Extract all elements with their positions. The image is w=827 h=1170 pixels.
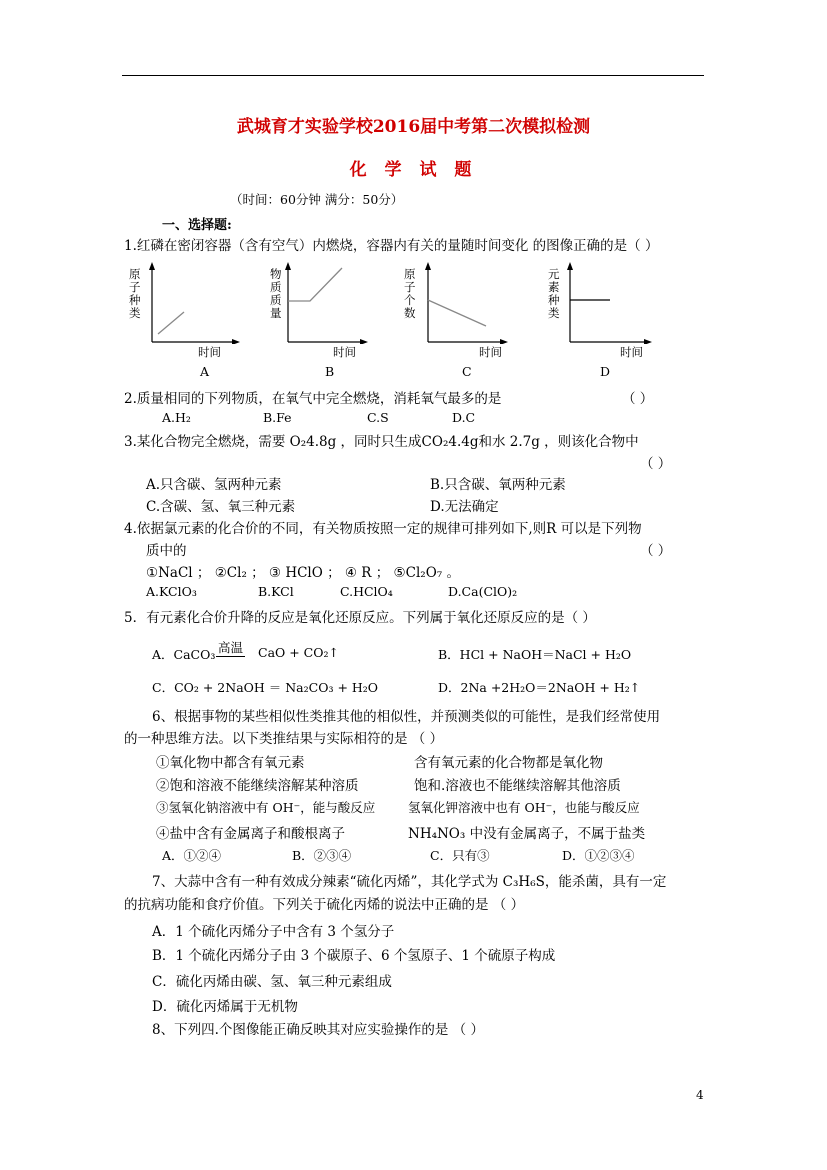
header-rule — [122, 75, 704, 76]
graph-c-ylabel: 原 子 个 数 — [404, 267, 416, 320]
graph-c — [424, 262, 508, 344]
q4-stem-line2: 质中的 — [146, 543, 187, 559]
q5-option-d: D．2Na +2H₂O＝2NaOH + H₂↑ — [438, 680, 641, 695]
graph-b — [284, 262, 368, 344]
q3-option-b: B.只含碳、氧两种元素 — [430, 477, 566, 493]
q6-pair3-premise: ③氢氧化钠溶液中有 OH⁻，能与酸反应 — [156, 800, 376, 815]
graph-d — [566, 262, 652, 344]
page-number: 4 — [696, 1088, 704, 1102]
q6-stem-line2: 的一种思维方法。以下类推结果与实际相符的是 （ ） — [124, 731, 444, 747]
q6-pair3-inference: 氢氧化钾溶液中也有 OH⁻，也能与酸反应 — [408, 800, 640, 815]
q6-option-b: B．②③④ — [292, 848, 352, 863]
q2-option-c: C.S — [367, 410, 389, 425]
q3-bracket: （ ） — [640, 456, 672, 472]
q2-option-a: A.H₂ — [162, 410, 191, 425]
q4-option-c: C.HClO₄ — [340, 584, 393, 599]
q4-series: ①NaCl ； ②Cl₂ ； ③ HClO ； ④ R ； ⑤Cl₂O₇ 。 — [146, 565, 460, 581]
q6-pair1-premise: ①氧化物中都含有氧元素 — [156, 755, 305, 771]
q7-option-b: B．1 个硫化丙烯分子由 3 个碳原子、6 个氢原子、1 个硫原子构成 — [152, 948, 556, 964]
q4-stem-line1: 4.依据氯元素的化合价的不同，有关物质按照一定的规律可排列如下,则R 可以是下列物 — [124, 521, 642, 537]
q2-option-b: B.Fe — [263, 410, 292, 425]
q6-option-c: C．只有③ — [430, 848, 490, 863]
graph-b-line — [288, 268, 342, 301]
q5-option-a-product: CaO + CO₂↑ — [258, 645, 339, 660]
graph-a-line — [158, 312, 184, 334]
graph-a — [148, 262, 240, 344]
q4-option-a: A.KClO₃ — [146, 584, 197, 599]
exam-subject: 化 学 试 题 — [349, 160, 478, 180]
q7-option-d: D．硫化丙烯属于无机物 — [152, 999, 298, 1015]
exam-title: 武城育才实验学校2016届中考第二次模拟检测 — [236, 117, 591, 137]
graph-a-ylabel: 原 子 种 类 — [129, 267, 141, 320]
q6-pair2-inference: 饱和.溶液也不能继续溶解其他溶质 — [414, 778, 621, 794]
q6-option-d: D．①②③④ — [562, 848, 635, 863]
q8-stem: 8、下列四.个图像能正确反映其对应实验操作的是 （ ） — [152, 1022, 484, 1038]
q5-option-a-reactant: A．CaCO₃ — [152, 647, 216, 662]
q6-pair4-premise: ④盐中含有金属离子和酸根离子 — [156, 826, 345, 842]
q6-pair1-inference: 含有氧元素的化合物都是氧化物 — [414, 755, 603, 771]
graph-d-xlabel: 时间 — [620, 345, 643, 359]
q3-option-c: C.含碳、氢、氧三种元素 — [146, 499, 296, 515]
q6-pair4-inference: NH₄NO₃ 中没有金属离子，不属于盐类 — [408, 826, 646, 842]
q1-stem: 1.红磷在密闭容器（含有空气）内燃烧，容器内有关的量随时间变化 的图像正确的是（ ） — [124, 238, 659, 254]
graph-c-line — [428, 300, 486, 326]
q4-option-d: D.Ca(ClO)₂ — [448, 584, 518, 599]
q7-stem-line2: 的抗病功能和食疗价值。下列关于硫化丙烯的说法中正确的是 （ ） — [124, 897, 525, 913]
q6-option-a: A．①②④ — [162, 848, 222, 863]
q4-option-b: B.KCl — [258, 584, 294, 599]
q5-condition: 高温 — [218, 640, 244, 655]
q7-option-c: C．硫化丙烯由碳、氢、氧三种元素组成 — [152, 974, 392, 990]
graph-b-caption: B — [325, 364, 335, 379]
graph-d-ylabel: 元 素 种 类 — [548, 267, 560, 320]
graph-c-caption: C — [462, 364, 472, 379]
graph-a-xlabel: 时间 — [198, 345, 221, 359]
q6-stem-line1: 6、根据事物的某些相似性类推其他的相似性，并预测类似的可能性，是我们经常使用 — [152, 709, 661, 725]
q7-stem-line1: 7、大蒜中含有一种有效成分辣素“硫化丙烯”，其化学式为 C₃H₆S，能杀菌，具有一定 — [152, 874, 667, 890]
q3-option-a: A.只含碳、氢两种元素 — [146, 477, 282, 493]
q2-bracket: （ ） — [622, 391, 654, 407]
q3-option-d: D.无法确定 — [430, 499, 499, 515]
graph-c-xlabel: 时间 — [479, 345, 502, 359]
q2-option-d: D.C — [452, 410, 476, 425]
q6-pair2-premise: ②饱和溶液不能继续溶解某种溶质 — [156, 778, 359, 794]
graph-a-caption: A — [200, 364, 210, 379]
graph-b-ylabel: 物 质 质 量 — [270, 267, 282, 320]
q4-bracket: （ ） — [640, 543, 672, 559]
graph-d-caption: D — [600, 364, 611, 379]
q3-stem: 3.某化合物完全燃烧，需要 O₂4.8g ，同时只生成CO₂4.4g和水 2.7g ，则该化合物中 — [124, 434, 639, 450]
section-heading: 一、选择题: — [162, 218, 232, 233]
q5-option-b: B．HCl + NaOH＝NaCl + H₂O — [438, 647, 632, 662]
q2-stem: 2.质量相同的下列物质，在氧气中完全燃烧，消耗氧气最多的是 — [124, 391, 502, 407]
q5-option-c: C．CO₂ + 2NaOH ＝ Na₂CO₃ + H₂O — [152, 680, 379, 695]
graph-b-xlabel: 时间 — [333, 345, 356, 359]
q7-option-a: A．1 个硫化丙烯分子中含有 3 个氢分子 — [152, 924, 395, 940]
q5-stem: 5．有元素化合价升降的反应是氧化还原反应。下列属于氧化还原反应的是（ ） — [124, 610, 596, 626]
exam-time-info: （时间：60分钟 满分：50分） — [230, 192, 404, 207]
